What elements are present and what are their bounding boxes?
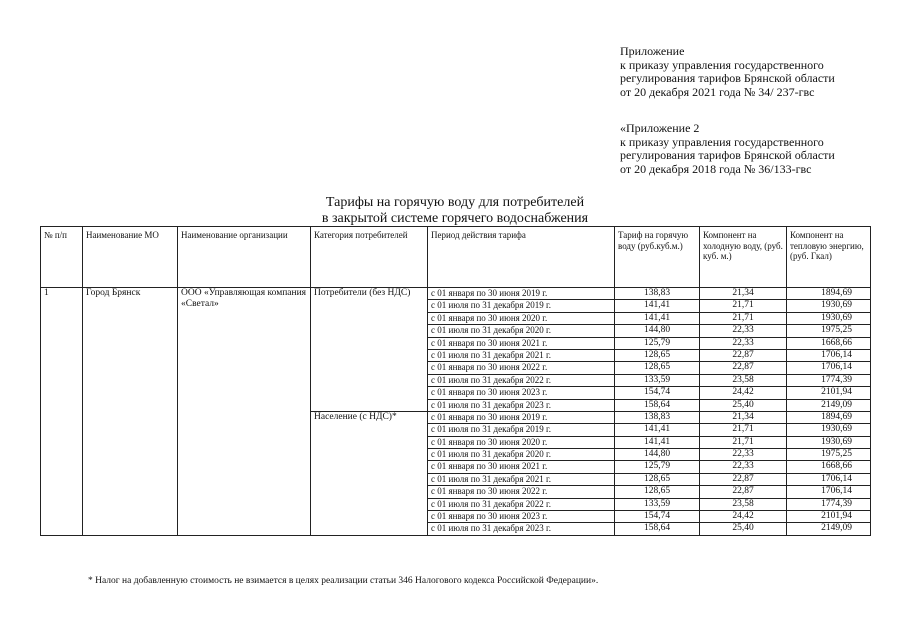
tariff-hot-water: 133,59 [615, 498, 700, 510]
col-header-period: Период действия тарифа [428, 227, 615, 288]
component-heat-energy: 1706,14 [787, 349, 871, 361]
tariff-hot-water: 125,79 [615, 337, 700, 349]
tariff-period: с 01 июля по 31 декабря 2019 г. [428, 300, 615, 312]
component-cold-water: 21,71 [700, 300, 787, 312]
appendix-2-header-line: от 20 декабря 2018 года № 36/133-гвс [620, 161, 812, 176]
col-header-heat: Компонент на тепловую энергию, (руб. Гкал) [787, 227, 871, 288]
component-heat-energy: 1894,69 [787, 288, 871, 300]
component-heat-energy: 1930,69 [787, 312, 871, 324]
appendix-header-line: от 20 декабря 2021 года № 34/ 237-гвс [620, 84, 815, 99]
tariff-hot-water: 138,83 [615, 288, 700, 300]
component-heat-energy: 1706,14 [787, 362, 871, 374]
component-cold-water: 22,87 [700, 486, 787, 498]
component-heat-energy: 1774,39 [787, 374, 871, 386]
tariff-hot-water: 125,79 [615, 461, 700, 473]
tariff-period: с 01 июля по 31 декабря 2020 г. [428, 325, 615, 337]
municipality-name: Город Брянск [83, 288, 178, 536]
tariff-period: с 01 января по 30 июня 2022 г. [428, 362, 615, 374]
col-header-mo: Наименование МО [83, 227, 178, 288]
component-cold-water: 22,33 [700, 461, 787, 473]
tariff-hot-water: 141,41 [615, 312, 700, 324]
table-header-row [41, 227, 871, 288]
component-heat-energy: 2101,94 [787, 511, 871, 523]
tariff-period: с 01 января по 30 июня 2023 г. [428, 511, 615, 523]
footnote: * Налог на добавленную стоимость не взимается в целях реализации статьи 346 Налогового кодекса Российской Федерации». [88, 576, 599, 586]
component-heat-energy: 2101,94 [787, 387, 871, 399]
tariff-period: с 01 января по 30 июня 2022 г. [428, 486, 615, 498]
tariff-hot-water: 128,65 [615, 362, 700, 374]
component-cold-water: 25,40 [700, 399, 787, 411]
component-cold-water: 21,71 [700, 436, 787, 448]
component-heat-energy: 1930,69 [787, 436, 871, 448]
component-cold-water: 21,71 [700, 424, 787, 436]
component-cold-water: 22,33 [700, 325, 787, 337]
tariff-period: с 01 января по 30 июня 2019 г. [428, 411, 615, 423]
document-title-line2: в закрытой системе горячего водоснабжения [321, 211, 589, 226]
tariff-period: с 01 июля по 31 декабря 2023 г. [428, 523, 615, 535]
component-cold-water: 22,33 [700, 337, 787, 349]
component-heat-energy: 2149,09 [787, 523, 871, 535]
appendix-2-header-line: к приказу управления государственного [620, 134, 824, 149]
component-heat-energy: 1706,14 [787, 486, 871, 498]
document-title-line1: Тарифы на горячую воду для потребителей [325, 195, 585, 210]
component-cold-water: 21,34 [700, 411, 787, 423]
tariff-period: с 01 июля по 31 декабря 2021 г. [428, 473, 615, 485]
tariff-period: с 01 июля по 31 декабря 2023 г. [428, 399, 615, 411]
component-heat-energy: 1706,14 [787, 473, 871, 485]
appendix-header-line: Приложение [620, 44, 685, 58]
tariff-hot-water: 133,59 [615, 374, 700, 386]
component-heat-energy: 1975,25 [787, 449, 871, 461]
tariff-period: с 01 января по 30 июня 2020 г. [428, 312, 615, 324]
component-cold-water: 22,87 [700, 473, 787, 485]
appendix-header [620, 45, 835, 99]
appendix-header-line: к приказу управления государственного [620, 57, 824, 72]
col-header-cold: Компонент на холодную воду, (руб. куб. м.) [700, 227, 787, 288]
component-heat-energy: 2149,09 [787, 399, 871, 411]
component-cold-water: 23,58 [700, 374, 787, 386]
component-heat-energy: 1975,25 [787, 325, 871, 337]
appendix-2-header-line: «Приложение 2 [620, 121, 700, 135]
component-cold-water: 21,34 [700, 288, 787, 300]
col-header-org: Наименование организации [178, 227, 311, 288]
tariff-hot-water: 141,41 [615, 424, 700, 436]
tariff-period: с 01 июля по 31 декабря 2021 г. [428, 349, 615, 361]
tariff-table [40, 226, 871, 536]
tariff-hot-water: 158,64 [615, 399, 700, 411]
component-cold-water: 23,58 [700, 498, 787, 510]
row-number: 1 [41, 288, 83, 536]
component-heat-energy: 1774,39 [787, 498, 871, 510]
col-header-category: Категория потребителей [311, 227, 428, 288]
component-cold-water: 22,87 [700, 362, 787, 374]
tariff-hot-water: 154,74 [615, 387, 700, 399]
component-heat-energy: 1668,66 [787, 461, 871, 473]
component-cold-water: 21,71 [700, 312, 787, 324]
tariff-period: с 01 января по 30 июня 2019 г. [428, 288, 615, 300]
organization-name: ООО «Управляющая компания «Светал» [178, 288, 311, 536]
table-body [41, 288, 871, 536]
tariff-hot-water: 154,74 [615, 511, 700, 523]
col-header-tariff: Тариф на горячую воду (руб.куб.м.) [615, 227, 700, 288]
tariff-hot-water: 141,41 [615, 436, 700, 448]
component-cold-water: 22,87 [700, 349, 787, 361]
document-title [285, 195, 625, 227]
col-header-num: № п/п [41, 227, 83, 288]
component-cold-water: 25,40 [700, 523, 787, 535]
tariff-hot-water: 141,41 [615, 300, 700, 312]
tariff-period: с 01 января по 30 июня 2023 г. [428, 387, 615, 399]
tariff-period: с 01 июля по 31 декабря 2022 г. [428, 498, 615, 510]
component-heat-energy: 1668,66 [787, 337, 871, 349]
table-row [41, 288, 871, 300]
component-heat-energy: 1894,69 [787, 411, 871, 423]
tariff-hot-water: 128,65 [615, 486, 700, 498]
tariff-period: с 01 января по 30 июня 2021 г. [428, 337, 615, 349]
appendix-header-line: регулирования тарифов Брянской области [620, 71, 835, 85]
consumer-category: Потребители (без НДС) [311, 288, 428, 412]
tariff-hot-water: 128,65 [615, 473, 700, 485]
tariff-hot-water: 144,80 [615, 449, 700, 461]
tariff-period: с 01 июля по 31 декабря 2019 г. [428, 424, 615, 436]
consumer-category: Население (с НДС)* [311, 411, 428, 535]
tariff-hot-water: 144,80 [615, 325, 700, 337]
appendix-2-header-line: регулирования тарифов Брянской области [620, 148, 835, 162]
tariff-hot-water: 138,83 [615, 411, 700, 423]
tariff-period: с 01 июля по 31 декабря 2022 г. [428, 374, 615, 386]
component-cold-water: 24,42 [700, 387, 787, 399]
tariff-period: с 01 января по 30 июня 2021 г. [428, 461, 615, 473]
tariff-period: с 01 января по 30 июня 2020 г. [428, 436, 615, 448]
tariff-period: с 01 июля по 31 декабря 2020 г. [428, 449, 615, 461]
component-cold-water: 24,42 [700, 511, 787, 523]
appendix-2-header [620, 122, 835, 176]
component-cold-water: 22,33 [700, 449, 787, 461]
component-heat-energy: 1930,69 [787, 424, 871, 436]
tariff-hot-water: 128,65 [615, 349, 700, 361]
tariff-hot-water: 158,64 [615, 523, 700, 535]
component-heat-energy: 1930,69 [787, 300, 871, 312]
